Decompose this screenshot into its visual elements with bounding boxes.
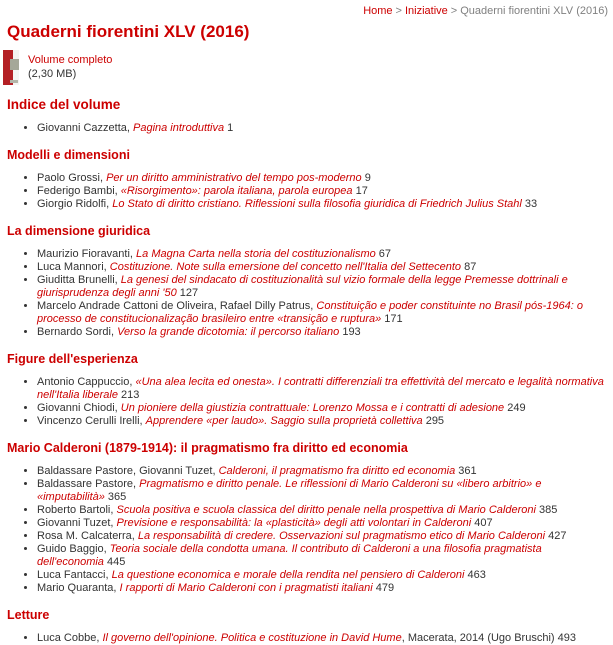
entry-page-number: 67: [375, 248, 392, 260]
breadcrumb-separator: >: [395, 5, 402, 17]
entry-title-link[interactable]: Constituição e poder constituinte no Brasil pós-1964: o processo de constitucionalização brasileiro entre «transição e ruptura»: [37, 300, 584, 325]
book-cover-gray-box: [10, 59, 19, 70]
book-cover-icon: [3, 50, 19, 85]
toc-entry: [37, 402, 609, 415]
toc-entry: [37, 122, 609, 135]
toc-list: [0, 172, 613, 211]
entry-title-link[interactable]: La questione economica e morale della rendita nel pensiero di Calderoni: [111, 569, 465, 581]
toc-entry: [37, 172, 609, 185]
entry-authors: Antonio Cappuccio,: [37, 376, 136, 388]
entry-title-link[interactable]: Teoria sociale della condotta umana. Il contributo di Calderoni a una filosofia pragmatista dell'economia: [37, 543, 542, 568]
entry-page-number: 33: [521, 198, 538, 210]
entry-authors: Federigo Bambi,: [37, 185, 121, 197]
entry-title-link[interactable]: Calderoni, il pragmatismo fra diritto ed economia: [218, 465, 456, 477]
toc-entry: [37, 517, 609, 530]
entry-authors: Giovanni Tuzet,: [37, 517, 117, 529]
toc-entry: [37, 185, 609, 198]
entry-authors: Rosa M. Calcaterra,: [37, 530, 138, 542]
page-title: Quaderni fiorentini XLV (2016): [7, 22, 250, 41]
entry-authors: Giovanni Chiodi,: [37, 402, 121, 414]
entry-title-link[interactable]: I rapporti di Mario Calderoni con i pragmatisti italiani: [119, 582, 373, 594]
toc-entry: [37, 198, 609, 211]
toc-list: [0, 632, 613, 645]
entry-authors: Roberto Bartoli,: [37, 504, 117, 516]
entry-authors: Guido Baggio,: [37, 543, 110, 555]
entry-page-number: 463: [464, 569, 486, 581]
entry-authors: Bernardo Sordi,: [37, 326, 118, 338]
entry-authors: Giuditta Brunelli,: [37, 274, 121, 286]
breadcrumb-link-home[interactable]: Home: [363, 5, 393, 17]
entry-page-number: 295: [422, 415, 445, 427]
volume-text: [28, 50, 112, 81]
entry-page-number: 1: [224, 122, 234, 134]
toc-entry: [37, 569, 609, 582]
entry-title-link[interactable]: Previsione e responsabilità: la «plasticità» degli atti volontari in Calderoni: [116, 517, 472, 529]
entry-title-link[interactable]: La Magna Carta nella storia del costituzionalismo: [136, 248, 376, 260]
entry-page-number: 365: [104, 491, 127, 503]
entry-page-number: 193: [339, 326, 361, 338]
entry-authors: Vincenzo Cerulli Irelli,: [37, 415, 146, 427]
entry-title-link[interactable]: «Una alea lecita ed onesta». I contratti differenziali tra effettività del mercato e legalità normativa nell'Italia liberale: [37, 376, 604, 401]
entry-title-link[interactable]: Lo Stato di diritto cristiano. Riflessioni sulla filosofia giuridica di Friedrich Julius Stahl: [112, 198, 522, 210]
entry-title-link[interactable]: Apprendere «per laudo». Saggio sulla proprietà collettiva: [145, 415, 423, 427]
entry-title-link[interactable]: Per un diritto amministrativo del tempo pos-moderno: [106, 172, 362, 184]
entry-page-number: , Macerata, 2014 (Ugo Bruschi) 493: [401, 632, 576, 644]
toc-entry: [37, 582, 609, 595]
entry-authors: Marcelo Andrade Cattoni de Oliveira, Rafael Dilly Patrus,: [37, 300, 317, 312]
breadcrumb-link-iniziative[interactable]: Iniziative: [404, 5, 448, 17]
section-heading: Mario Calderoni (1879-1914): il pragmatismo fra diritto ed economia: [7, 441, 408, 455]
entry-title-link[interactable]: Il governo dell'opinione. Politica e costituzione in David Hume: [102, 632, 402, 644]
book-cover-gray-dash: [10, 80, 18, 83]
entry-title-link[interactable]: Un pioniere della giustizia contrattuale: Lorenzo Mossa e i contratti di adesione: [120, 402, 505, 414]
entry-title-link[interactable]: La genesi del sindacato di costituzionalità sul vizio formale della legge Premesse dottrinali e giurisprudenza degli anni '50: [37, 274, 568, 299]
entry-page-number: 87: [461, 261, 477, 273]
entry-page-number: 385: [535, 504, 558, 516]
toc-list: [0, 122, 613, 135]
entry-title-link[interactable]: La responsabilità di credere. Osservazioni sul pragmatismo etico di Mario Calderoni: [137, 530, 546, 542]
toc-entry: [37, 300, 609, 326]
entry-authors: Luca Mannori,: [37, 261, 110, 273]
toc-entry: [37, 274, 609, 300]
volume-file-size: (2,30 MB): [28, 68, 77, 80]
toc-entry: [37, 326, 609, 339]
toc-entry: [37, 543, 609, 569]
toc-entry: [37, 632, 609, 645]
entry-title-link[interactable]: «Risorgimento»: parola italiana, parola europea: [120, 185, 353, 197]
section-heading: La dimensione giuridica: [7, 224, 151, 238]
toc-entry: [37, 504, 609, 517]
toc-list: [0, 376, 613, 428]
entry-authors: Giovanni Cazzetta,: [37, 122, 133, 134]
section-heading: Letture: [7, 608, 50, 622]
entry-title-link[interactable]: Pragmatismo e diritto penale. Le riflessioni di Mario Calderoni su «libero arbitrio» e «imputabilità»: [37, 478, 542, 503]
entry-authors: Baldassare Pastore,: [37, 478, 140, 490]
index-heading: Indice del volume: [7, 97, 121, 112]
section-heading: Modelli e dimensioni: [7, 148, 130, 162]
toc-list: [0, 248, 613, 339]
entry-authors: Baldassare Pastore, Giovanni Tuzet,: [37, 465, 219, 477]
entry-authors: Maurizio Fioravanti,: [37, 248, 137, 260]
toc-entry: [37, 478, 609, 504]
toc-entry: [37, 376, 609, 402]
entry-page-number: 407: [471, 517, 493, 529]
breadcrumb: [0, 0, 613, 17]
entry-page-number: 445: [103, 556, 126, 568]
toc-entry: [37, 465, 609, 478]
entry-authors: Giorgio Ridolfi,: [37, 198, 113, 210]
toc-list: [0, 465, 613, 595]
breadcrumb-separator: >: [450, 5, 458, 17]
entry-page-number: 249: [504, 402, 526, 414]
entry-authors: Mario Quaranta,: [37, 582, 120, 594]
volume-download-block: [3, 50, 613, 85]
entry-page-number: 213: [117, 389, 140, 401]
entry-page-number: 479: [372, 582, 395, 594]
entry-page-number: 127: [176, 287, 199, 299]
entry-authors: Luca Fantacci,: [37, 569, 112, 581]
entry-title-link[interactable]: Scuola positiva e scuola classica del diritto penale nella prospettiva di Mario Calderoni: [116, 504, 536, 516]
entry-title-link[interactable]: Costituzione. Note sulla emersione del concetto nell'Italia del Settecento: [109, 261, 462, 273]
toc-entry: [37, 530, 609, 543]
toc-entry: [37, 248, 609, 261]
entry-title-link[interactable]: Verso la grande dicotomia: il percorso italiano: [117, 326, 340, 338]
section-heading: Figure dell'esperienza: [7, 352, 138, 366]
entry-authors: Luca Cobbe,: [37, 632, 103, 644]
entry-authors: Paolo Grossi,: [37, 172, 107, 184]
entry-page-number: 17: [352, 185, 368, 197]
entry-page-number: 9: [361, 172, 371, 184]
entry-page-number: 427: [545, 530, 567, 542]
toc-entry: [37, 261, 609, 274]
entry-page-number: 361: [455, 465, 477, 477]
breadcrumb-current: Quaderni fiorentini XLV (2016): [460, 5, 608, 17]
toc-entry: [37, 415, 609, 428]
volume-completo-link[interactable]: Volume completo: [28, 54, 113, 66]
entry-page-number: 171: [381, 313, 403, 325]
toc-sections: [0, 122, 613, 645]
entry-title-link[interactable]: Pagina introduttiva: [133, 122, 225, 134]
